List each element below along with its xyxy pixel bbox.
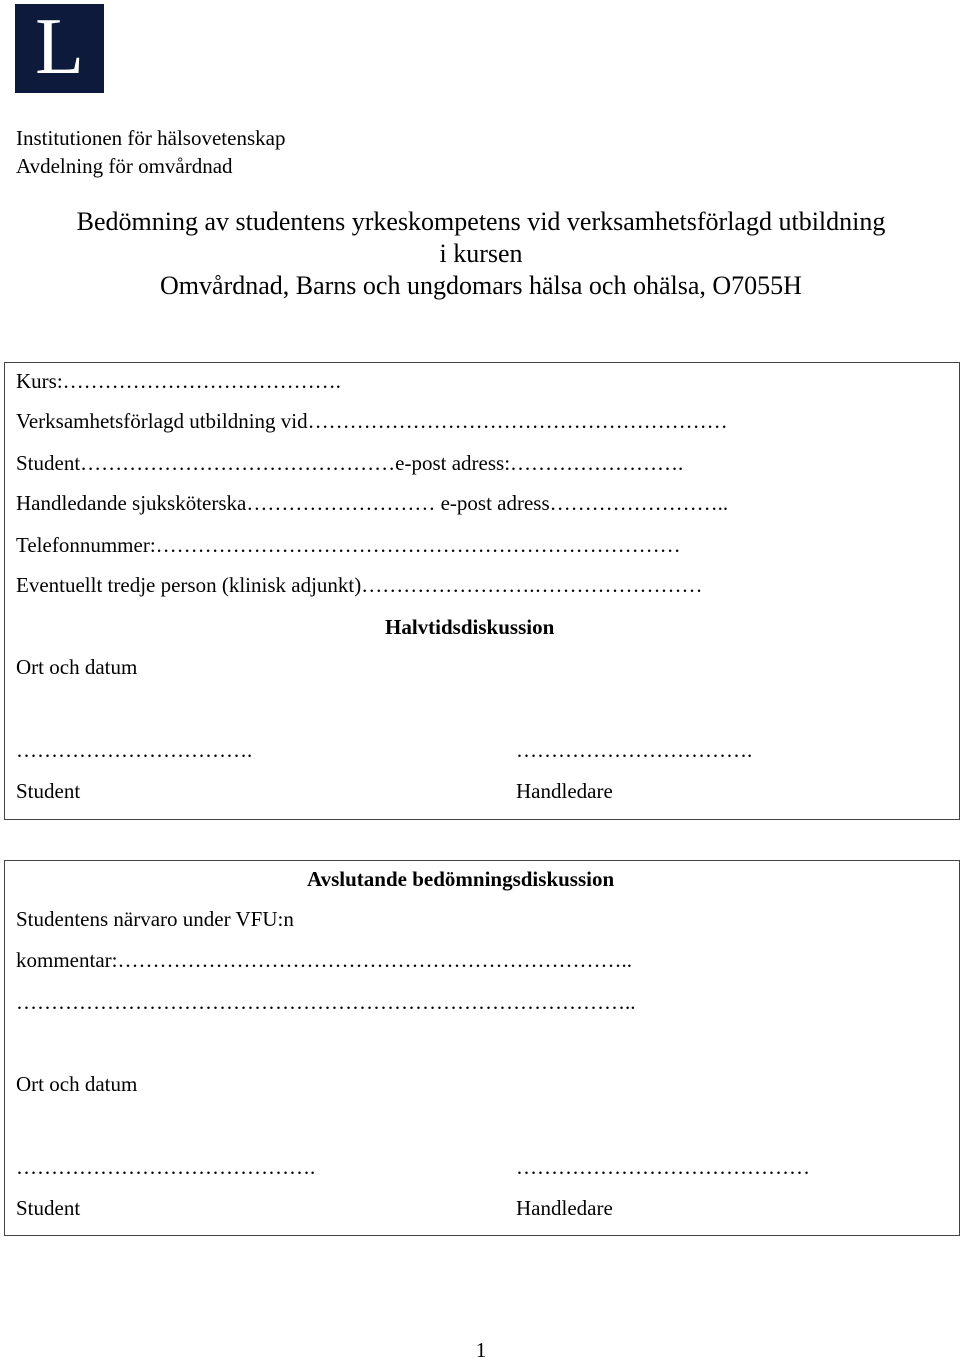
final-place-date[interactable]: Ort och datum (16, 1072, 138, 1096)
university-logo (15, 4, 104, 93)
student-email-field[interactable]: Student………………………………………e-post adress:……………………. (16, 451, 684, 475)
department-name: Avdelning för omvårdnad (16, 154, 233, 178)
comment-field[interactable]: kommentar:……………………………………………………………….. (16, 948, 632, 972)
midterm-supervisor-label: Handledare (516, 779, 613, 803)
attendance-label: Studentens närvaro under VFU:n (16, 907, 294, 931)
third-person-field[interactable]: Eventuellt tredje person (klinisk adjunkt)…………………….…………………… (16, 573, 703, 597)
midterm-student-signature-line[interactable]: ……………………………. (16, 738, 253, 762)
comment-field-continued[interactable]: …………………………………………………………………………….. (16, 990, 636, 1014)
midterm-supervisor-signature-line[interactable]: ……………………………. (516, 738, 753, 762)
logo-letter: L (35, 2, 84, 91)
midterm-section-title: Halvtidsdiskussion (385, 615, 555, 639)
course-field[interactable]: Kurs:…………………………………. (16, 369, 341, 393)
phone-field[interactable]: Telefonnummer:………………………………………………………………… (16, 533, 681, 557)
supervisor-email-field[interactable]: Handledande sjuksköterska……………………… e-post adress…………………….. (16, 491, 729, 515)
final-student-signature-line[interactable]: ……………………………………. (16, 1155, 316, 1179)
final-student-label: Student (16, 1196, 81, 1220)
midterm-student-label: Student (16, 779, 81, 803)
midterm-place-date[interactable]: Ort och datum (16, 655, 138, 679)
page-number: 1 (475, 1338, 487, 1362)
document-title-line2: i kursen (439, 239, 523, 268)
final-supervisor-signature-line[interactable]: …………………………………… (516, 1155, 810, 1179)
final-supervisor-label: Handledare (516, 1196, 613, 1220)
vfu-location-field[interactable]: Verksamhetsförlagd utbildning vid…………………………………………………… (16, 409, 728, 433)
document-title-line3: Omvårdnad, Barns och ungdomars hälsa och ohälsa, O7055H (160, 271, 802, 300)
document-title-line1: Bedömning av studentens yrkeskompetens vid verksamhetsförlagd utbildning (76, 207, 886, 236)
institution-name: Institutionen för hälsovetenskap (16, 126, 286, 150)
final-section-title: Avslutande bedömningsdiskussion (307, 867, 615, 891)
